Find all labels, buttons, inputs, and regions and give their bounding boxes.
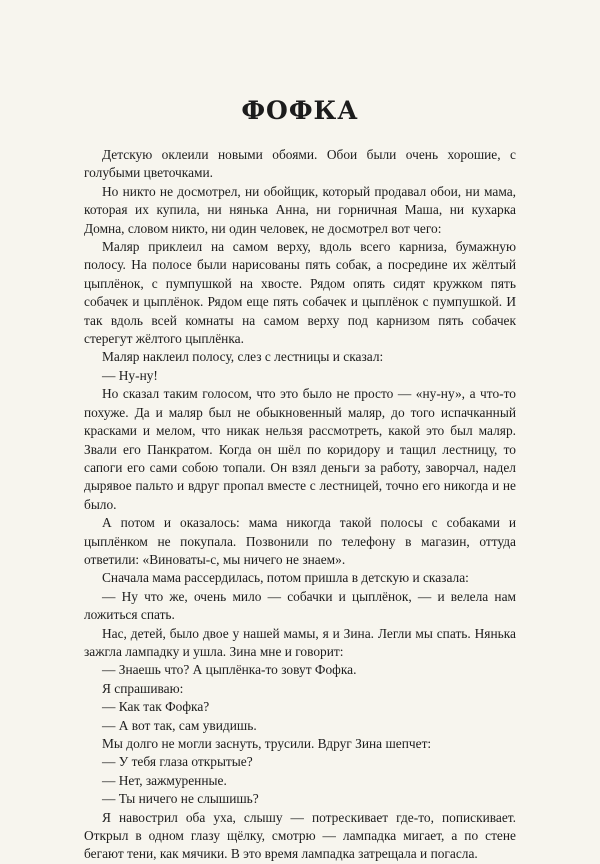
paragraph: Я навострил оба уха, слышу — потрескивает где-то, попискивает. Открыл в одном глазу щёлку, смотрю — лампадка мигает, а по стене бегают тени, как мячики. В это время лампадка затрещала и погасла.	[84, 809, 516, 862]
paragraph: Но сказал таким голосом, что это было не просто — «ну-ну», а что-то похуже. Да и маляр был не обыкновенный маляр, до того испачканный красками и мелом, что никак нельзя рассмотреть, какой это был маляр. Звали его Панкратом. Когда он шёл по коридору и тащил лестницу, то сапоги его сами собою топали. Он взял деньги за работу, заворчал, надел дырявое пальто и вдруг пропал вместе с лестницей, точно его никогда и не было.	[84, 386, 516, 512]
paragraph: — Нет, зажмуренные.	[102, 772, 227, 788]
paragraph: — Ты ничего не слышишь?	[102, 791, 259, 807]
paragraph: — Ну что же, очень мило — собачки и цыплёнок, — и велела нам ложиться спать.	[84, 588, 516, 623]
paragraph: Маляр приклеил на самом верху, вдоль всего карниза, бумажную полосу. На полосе были нарисованы пять собак, а посредине их жёлтый цыплёнок, с пумпушкой на хвосте. Рядом опять сидят кружком пять собачек и цыплёнок. Рядом еще пять собачек и цыплёнок с пумпушкой. И так вдоль всей комнаты на самом верху под карнизом пять собачек стерегут жёлтого цыплёнка.	[84, 239, 516, 347]
paragraph: А потом и оказалось: мама никогда такой полосы с собаками и цыплёнком не покупала. Позвонили по телефону в магазин, оттуда ответили: «Виноваты-с, мы ничего не знаем».	[84, 515, 516, 567]
paragraph: — Знаешь что? А цыплёнка-то зовут Фофка.	[102, 662, 357, 678]
paragraph: Я спрашиваю:	[102, 680, 184, 696]
paragraph: Сначала мама рассердилась, потом пришла в детскую и сказала:	[102, 570, 469, 586]
paragraph: — У тебя глаза открытые?	[102, 754, 253, 770]
paragraph: Но никто не досмотрел, ни обойщик, который продавал обои, ни мама, которая их купила, ни нянька Анна, ни горничная Маша, ни кухарка Домна, словом никто, ни один человек, не досмотрел вот чего:	[84, 183, 516, 236]
paragraph: Нас, детей, было двое у нашей мамы, я и Зина. Легли мы спать. Нянька зажгла лампадку и ушла. Зина мне и говорит:	[84, 625, 516, 659]
paragraph: — Ну-ну!	[102, 367, 158, 383]
story-title: ФОФКА	[241, 96, 359, 125]
paragraph: Мы долго не могли заснуть, трусили. Вдруг Зина шепчет:	[102, 736, 432, 751]
paragraph: Маляр наклеил полосу, слез с лестницы и сказал:	[102, 349, 384, 365]
paragraph: — Как так Фофка?	[102, 699, 210, 715]
paragraph: — А вот так, сам увидишь.	[102, 717, 257, 733]
story-text	[84, 146, 516, 864]
paragraph: Детскую оклеили новыми обоями. Обои были очень хорошие, с голубыми цветочками.	[84, 147, 516, 181]
